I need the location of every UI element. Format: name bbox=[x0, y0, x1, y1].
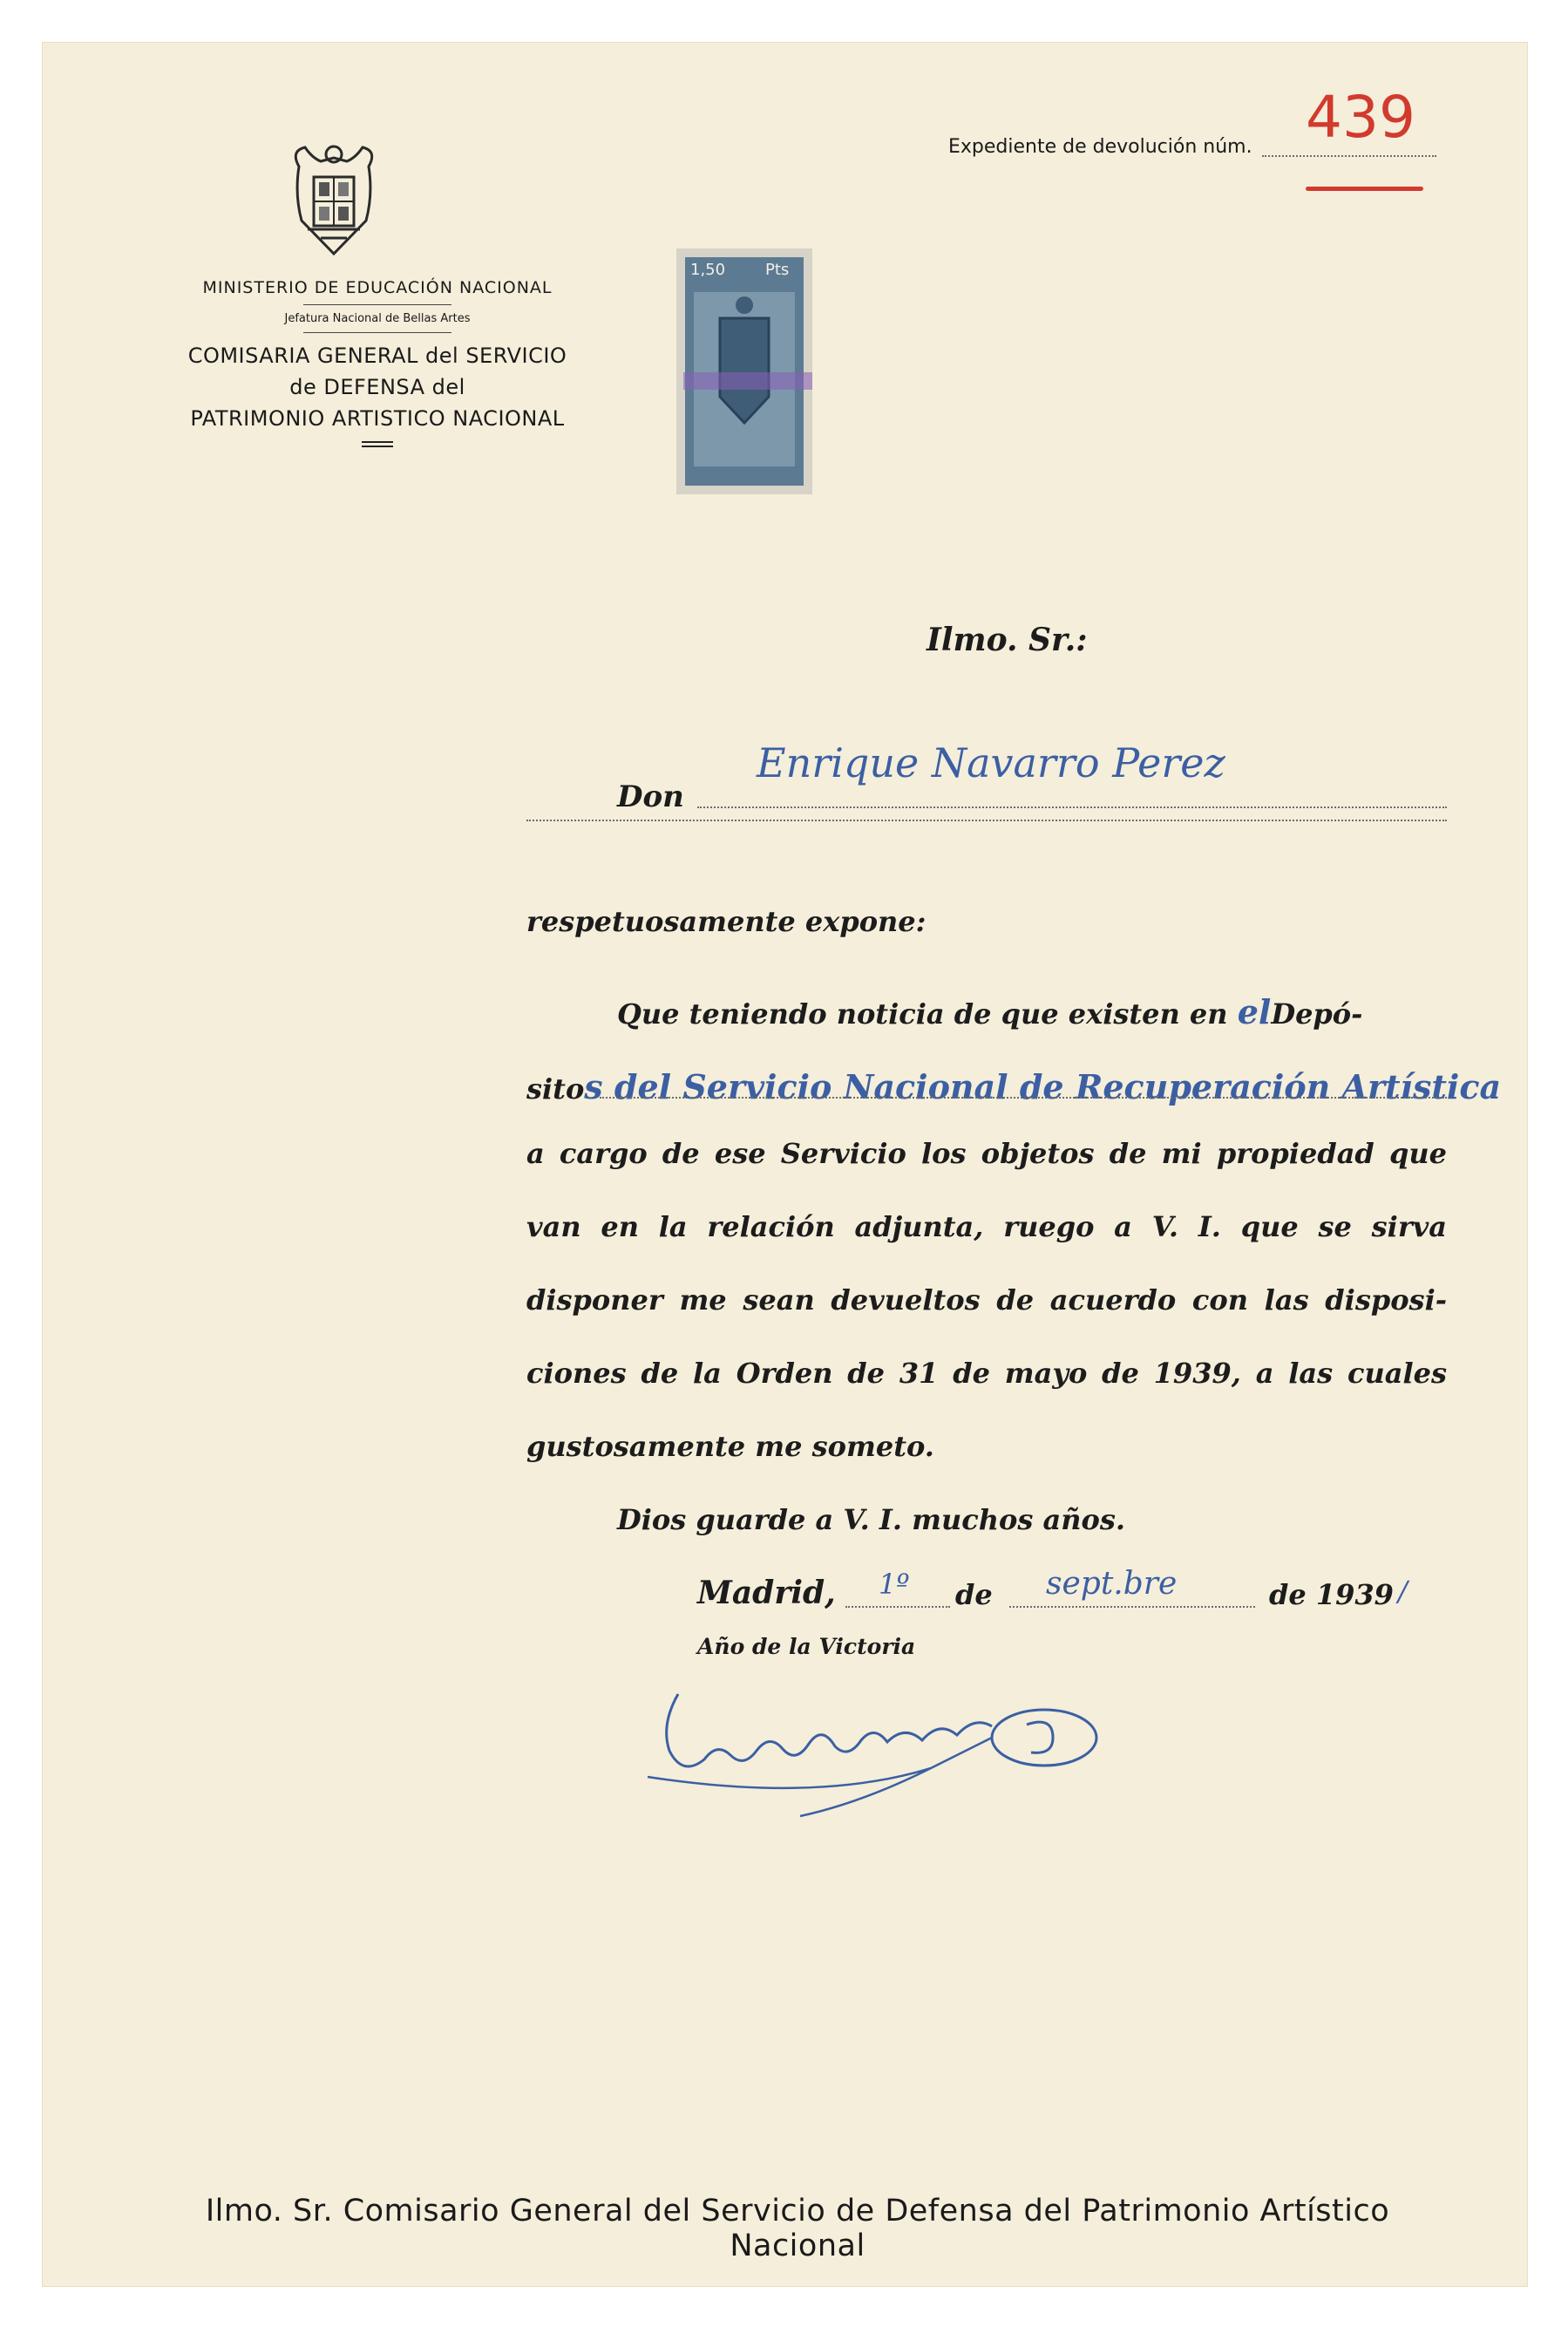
header-divider bbox=[303, 332, 451, 333]
paragraph-line-5: disponer me sean devueltos de acuerdo con las disposi- bbox=[526, 1283, 1447, 1317]
ministry-name: MINISTERIO DE EDUCACIÓN NACIONAL bbox=[202, 278, 553, 297]
stamp-unit: Pts bbox=[765, 261, 790, 279]
place-label: Madrid, bbox=[697, 1575, 836, 1611]
month-dotted-line bbox=[1009, 1606, 1255, 1608]
date-year-suffix: / bbox=[1398, 1575, 1408, 1608]
victory-year-label: Año de la Victoria bbox=[697, 1634, 916, 1659]
paragraph-line-1: Que teniendo noticia de que existen en elDepó- bbox=[617, 992, 1363, 1031]
stamp-icon bbox=[676, 248, 812, 494]
document-sheet bbox=[42, 42, 1528, 2287]
expediente-number-underline bbox=[1306, 187, 1423, 191]
paragraph-line-4: van en la relación adjunta, ruego a V. I. que se sirva bbox=[526, 1210, 1447, 1243]
salutation: Ilmo. Sr.: bbox=[927, 622, 1088, 658]
expediente-number: 439 bbox=[1306, 84, 1415, 151]
don-label: Don bbox=[617, 779, 684, 814]
letterhead bbox=[146, 173, 608, 447]
don-dotted-line bbox=[697, 806, 1447, 808]
addressee-footer: Ilmo. Sr. Comisario General del Servicio de Defensa del Patrimonio Artístico Nacional bbox=[205, 2194, 1390, 2263]
revenue-stamp bbox=[676, 248, 812, 494]
department-name: Jefatura Nacional de Bellas Artes bbox=[284, 312, 471, 325]
expone-line: respetuosamente expone: bbox=[526, 905, 927, 938]
expediente-dotted-line bbox=[1262, 155, 1436, 157]
stamp-value: 1,50 bbox=[690, 261, 726, 279]
date-year: de 1939 bbox=[1269, 1578, 1394, 1611]
paragraph-line-6: ciones de la Orden de 31 de mayo de 1939, a las cuales bbox=[526, 1357, 1447, 1390]
applicant-name: Enrique Navarro Perez bbox=[757, 739, 1225, 786]
paragraph-line-3: a cargo de ese Servicio los objetos de mi propiedad que bbox=[526, 1137, 1447, 1170]
paragraph-line-7: gustosamente me someto. bbox=[526, 1430, 934, 1463]
header-double-rule bbox=[362, 441, 393, 447]
closing-line: Dios guarde a V. I. muchos años. bbox=[617, 1503, 1126, 1536]
commission-line-2: de DEFENSA del bbox=[289, 375, 465, 399]
expediente-label: Expediente de devolución núm. bbox=[948, 136, 1252, 158]
paragraph-line-2: sitos del Servicio Nacional de Recuperación Artística bbox=[526, 1067, 1502, 1106]
commission-line-1: COMISARIA GENERAL del SERVICIO bbox=[187, 344, 567, 368]
depot-dotted-line bbox=[600, 1097, 1447, 1099]
second-dotted-line bbox=[526, 820, 1447, 821]
commission-line-3: PATRIMONIO ARTISTICO NACIONAL bbox=[190, 406, 565, 431]
signature-icon bbox=[643, 1672, 1131, 1820]
date-month: sept.bre bbox=[1046, 1566, 1178, 1602]
date-de-1: de bbox=[955, 1578, 993, 1611]
day-dotted-line bbox=[845, 1606, 950, 1608]
header-divider bbox=[303, 304, 451, 305]
date-day: 1º bbox=[879, 1568, 910, 1601]
